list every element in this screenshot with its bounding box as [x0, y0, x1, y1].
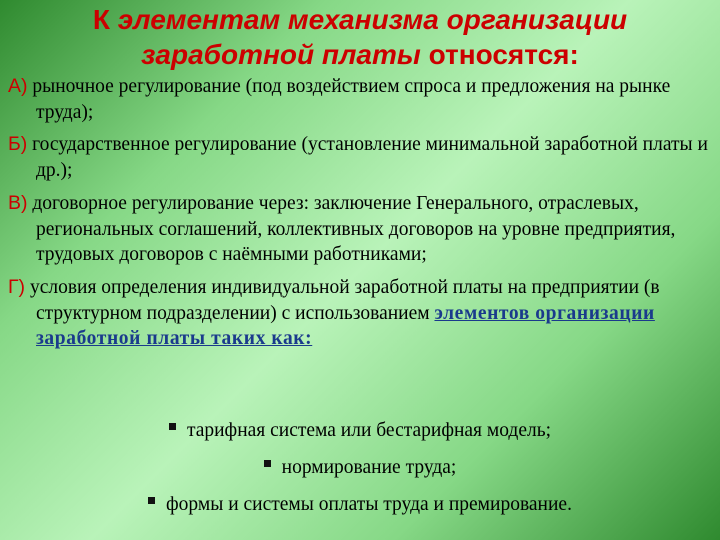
elements-link[interactable]: элементов организации заработной платы таких как:: [36, 302, 655, 350]
bullet-text: формы и системы оплаты труда и премирование.: [166, 493, 572, 515]
item-marker: Б): [8, 133, 28, 156]
list-item-a: [8, 74, 714, 125]
item-text: условия определения индивидуальной заработной платы на предприятии (в структурном подразделении) с использованием: [25, 276, 660, 324]
bullet-text: нормирование труда;: [281, 456, 457, 478]
list-item-b: [8, 132, 714, 183]
list-item-g: [8, 275, 714, 352]
item-marker: А): [8, 75, 28, 97]
bullet-list: [0, 412, 720, 523]
bullet-item: [0, 486, 720, 523]
item-marker: В): [8, 191, 28, 214]
item-marker: Г): [8, 275, 26, 298]
bullet-item: [0, 449, 720, 486]
title-suffix: относятся:: [420, 39, 579, 70]
square-bullet-icon: [148, 497, 155, 504]
item-text: государственное регулирование (установление минимальной заработной платы и др.);: [27, 134, 708, 182]
bullet-item: [0, 412, 720, 449]
bullet-text: тарифная система или бестарифная модель;: [186, 419, 552, 441]
slide-title: [10, 2, 710, 72]
title-prefix: К: [92, 4, 118, 35]
square-bullet-icon: [264, 460, 271, 467]
item-text: договорное регулирование через: заключение Генерального, отраслевых, региональных соглашений, коллективных договоров на уровне предприятия, трудовых договоров с наёмными работниками;: [27, 192, 676, 266]
square-bullet-icon: [169, 423, 176, 430]
title-emphasis: элементам механизма организации заработной платы: [117, 4, 628, 70]
item-text: рыночное регулирование (под воздействием спроса и предложения на рынке труда);: [27, 76, 671, 123]
list-item-v: [8, 191, 714, 268]
regulation-list: [8, 74, 714, 359]
